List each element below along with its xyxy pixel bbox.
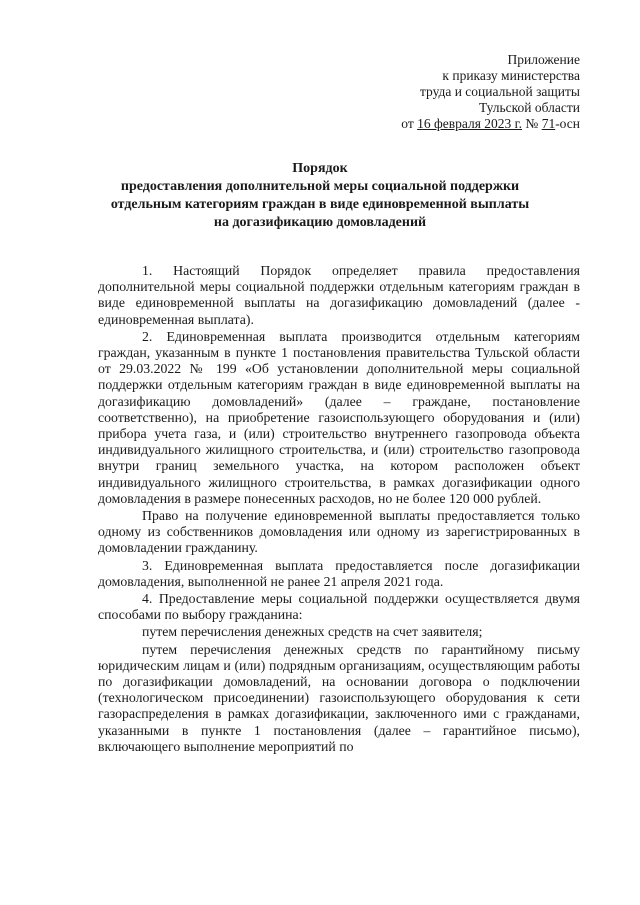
appendix-number: 71 xyxy=(541,116,556,131)
paragraph-3: 3. Единовременная выплата предоставляется после догазификации домовладения, выполненной не ранее 21 апреля 2021 года. xyxy=(98,557,580,589)
appendix-line-2: к приказу министерства xyxy=(442,68,580,83)
appendix-line-1: Приложение xyxy=(507,52,580,67)
appendix-date: 16 февраля 2023 г. xyxy=(417,116,523,131)
appendix-header xyxy=(280,52,580,132)
paragraph-4-option-1: путем перечисления денежных средств на счет заявителя; xyxy=(142,624,483,640)
paragraph-4-option-2: путем перечисления денежных средств по гарантийному письму юридическим лицам и (или) подрядным организациям, осуществляющим работы по догазификации домовладений, на основании договора о подключении (технологическом присоединении) газоиспользующего оборудования к сети газораспределения в рамках догазификации, заключенного ими с гражданами, указанными в пункте 1 постановления (далее – гарантийное письмо), включающего выполнение мероприятий по xyxy=(98,641,580,754)
title-line-4: на догазификацию домовладений xyxy=(213,215,427,230)
title-line-2: предоставления дополнительной меры социальной поддержки xyxy=(120,179,520,194)
appendix-line-5 xyxy=(280,116,580,132)
appendix-date-prefix: от xyxy=(401,116,418,131)
appendix-line-4: Тульской области xyxy=(479,100,580,115)
appendix-number-suffix: -осн xyxy=(555,116,580,131)
document-body xyxy=(98,263,580,756)
paragraph-2: 2. Единовременная выплата производится отдельным категориям граждан, указанным в пункте 1 постановления правительства Тульской области от 29.03.2022 № 199 «Об установлении дополнительной меры социальной поддержки отдельным категориям граждан в виде единовременной выплаты на догазификацию домовладений» (далее – граждане, постановление соответственно), на приобретение газоиспользующего оборудования и (или) прибора учета газа, и (или) строительство внутреннего газопровода объекта индивидуального жилищного строительства, и (или) строительство газопровода внутри границ земельного участка, на котором расположен объект индивидуального жилищного строительства, в рамках догазификации одного домовладения в размере понесенных расходов, но не более 120 000 рублей. xyxy=(98,328,580,506)
document-title xyxy=(70,160,570,232)
paragraph-4: 4. Предоставление меры социальной поддержки осуществляется двумя способами по выбору гражданина: xyxy=(98,591,580,623)
paragraph-1: 1. Настоящий Порядок определяет правила предоставления дополнительной меры социальной поддержки отдельным категориям граждан в виде единовременной выплаты на догазификацию домовладений (далее - единовременная выплата). xyxy=(98,263,580,327)
appendix-line-3: труда и социальной защиты xyxy=(419,84,580,99)
appendix-number-prefix: № xyxy=(522,116,542,131)
title-line-1: Порядок xyxy=(292,161,348,176)
title-line-3: отдельным категориям граждан в виде единовременной выплаты xyxy=(110,197,530,212)
paragraph-2-right: Право на получение единовременной выплаты предоставляется только одному из собственников домовладения или одному из зарегистрированных в домовладении гражданину. xyxy=(98,508,580,556)
